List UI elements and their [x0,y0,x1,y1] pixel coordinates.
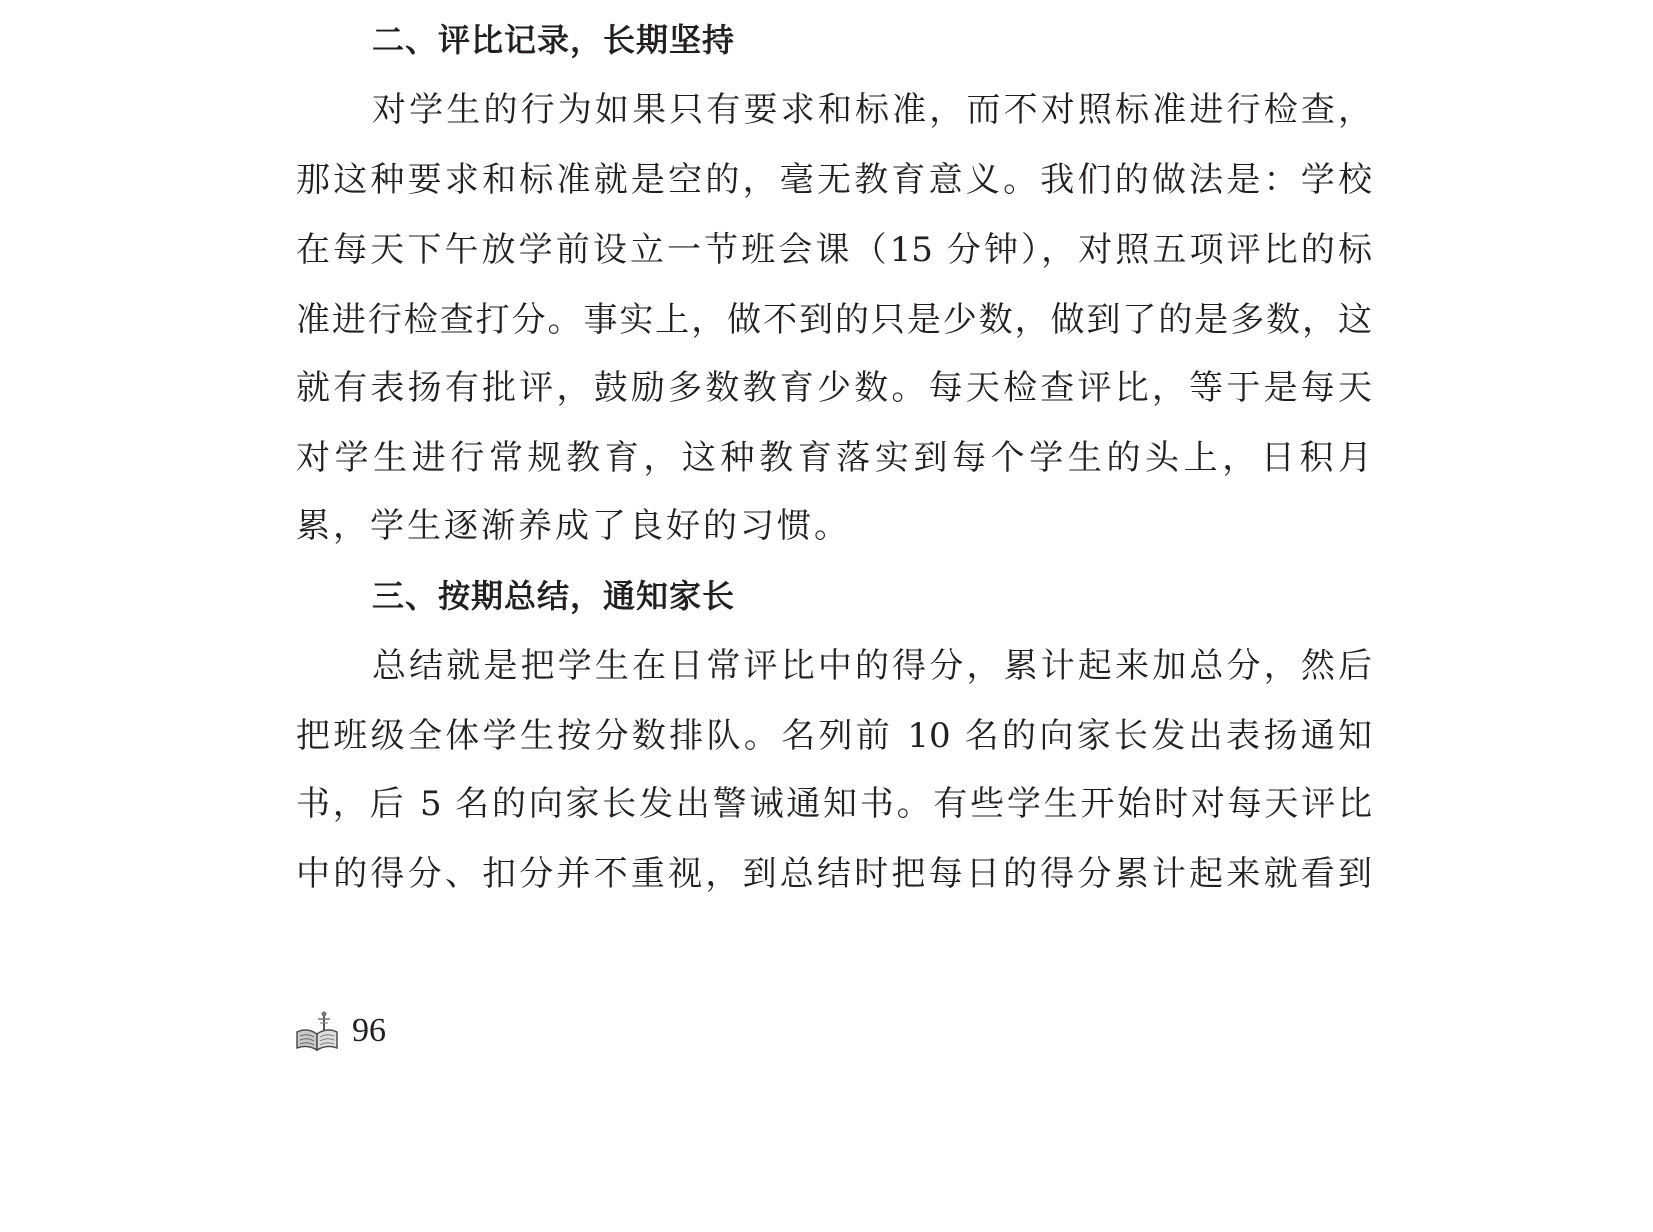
paragraph-line: 对学生进行常规教育，这种教育落实到每个学生的头上，日积月 [296,438,1372,478]
page-footer [294,1006,386,1056]
paragraph-line: 书，后 5 名的向家长发出警诫通知书。有些学生开始时对每天评比 [296,784,1372,824]
section-heading-3: 三、按期总结，通知家长 [372,577,736,615]
section-heading-2: 二、评比记录，长期坚持 [372,21,736,59]
paragraph-line: 就有表扬有批评，鼓励多数教育少数。每天检查评比，等于是每天 [296,368,1372,408]
paragraph-line: 中的得分、扣分并不重视，到总结时把每日的得分累计起来就看到 [296,854,1372,894]
paragraph-line: 累，学生逐渐养成了良好的习惯。 [296,506,851,546]
paragraph-line: 总结就是把学生在日常评比中的得分，累计起来加总分，然后 [372,646,1372,686]
paragraph-line: 对学生的行为如果只有要求和标准，而不对照标准进行检查， [372,90,1372,130]
paragraph-line: 准进行检查打分。事实上，做不到的只是少数，做到了的是多数，这 [296,300,1372,340]
paragraph-line: 在每天下午放学前设立一节班会课（15 分钟），对照五项评比的标 [296,230,1372,270]
open-book-icon [294,1010,340,1052]
paragraph-line: 那这种要求和标准就是空的，毫无教育意义。我们的做法是：学校 [296,160,1372,200]
paragraph-line: 把班级全体学生按分数排队。名列前 10 名的向家长发出表扬通知 [296,716,1372,756]
page-number: 96 [352,1012,386,1049]
